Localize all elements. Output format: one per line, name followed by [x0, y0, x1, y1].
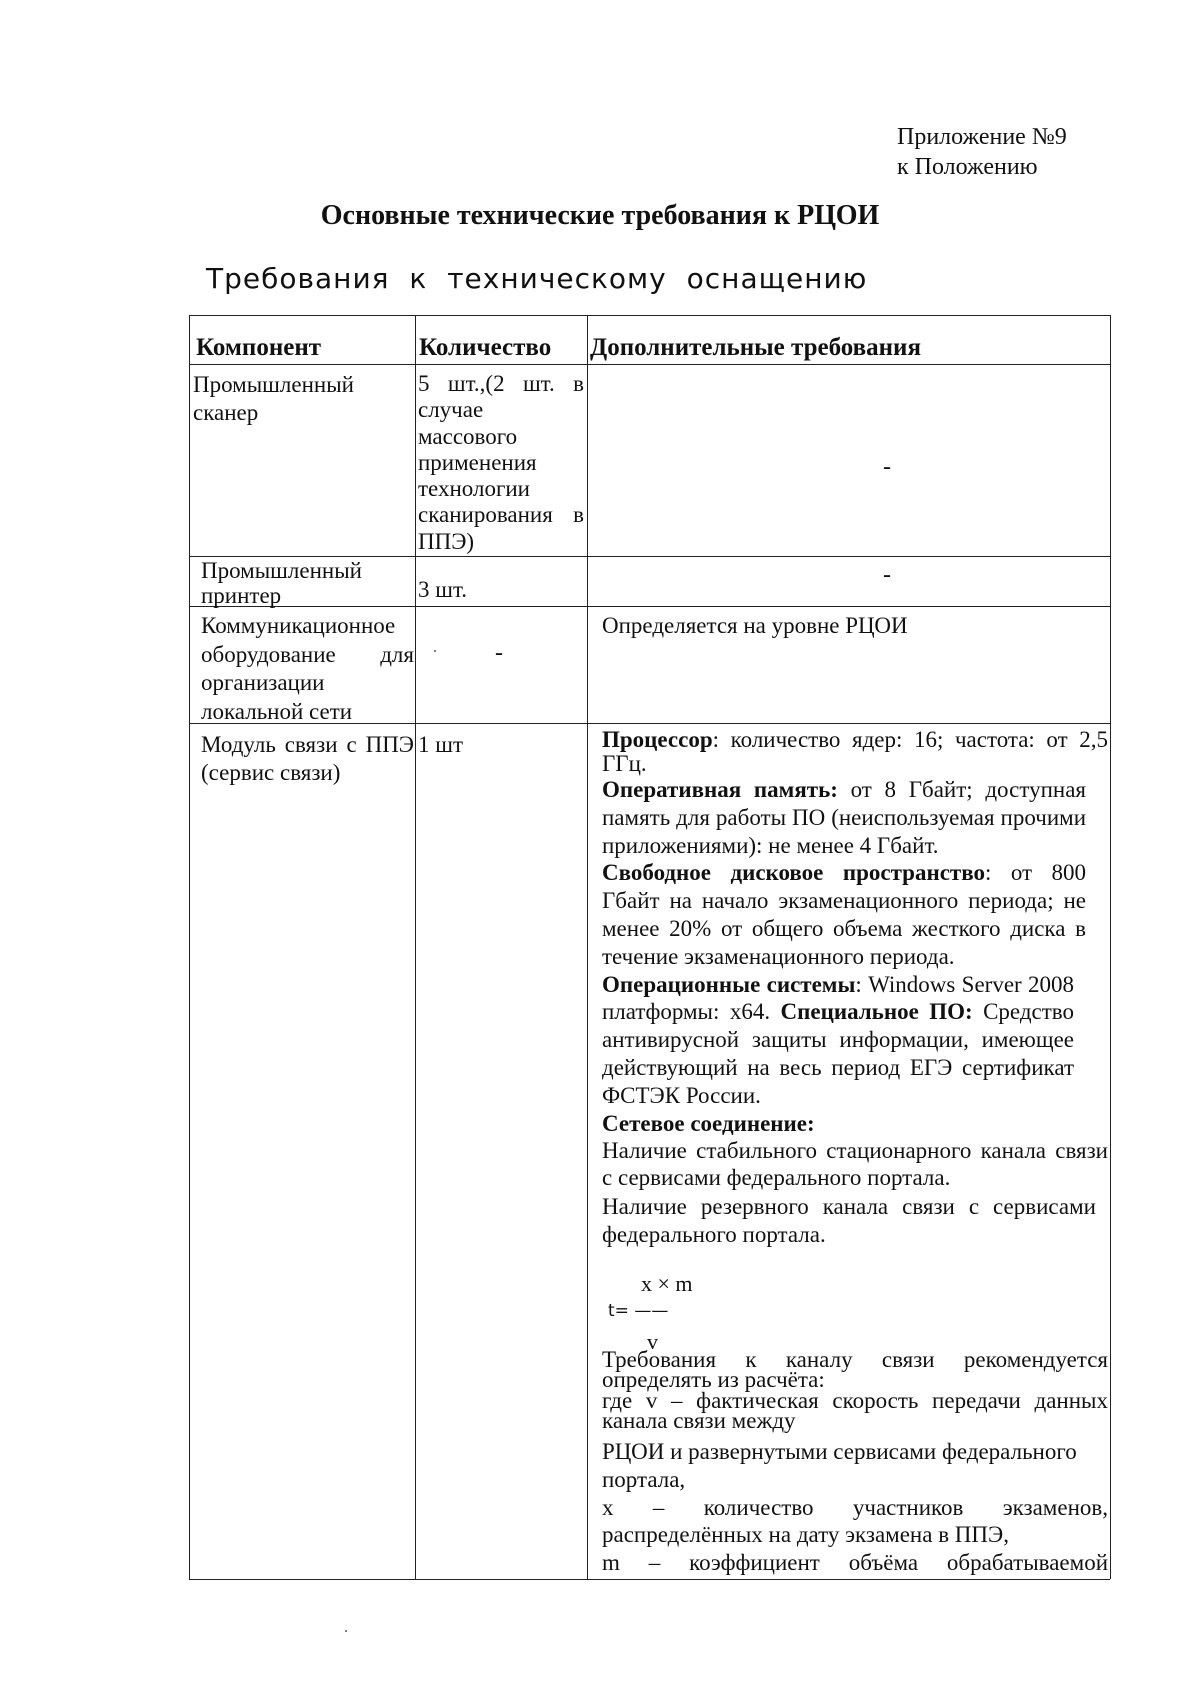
appendix-note — [897, 122, 1067, 182]
net-text-backup: Наличие резервного канала связи с сервисами федерального портала. — [602, 1194, 1096, 1247]
row1-requirements: - — [883, 454, 891, 480]
soft-label: Специальное ПО: — [780, 999, 973, 1025]
row4-requirements — [602, 728, 1108, 1249]
calc-text: Требования к каналу связи рекомендуется определять из расчёта: — [602, 1347, 1108, 1392]
row4-quantity: 1 шт — [418, 732, 464, 757]
scan-speck — [434, 650, 436, 652]
os-label: Операционные системы — [602, 971, 856, 997]
os-text: : Windows Server 2008 платформы: x64. — [602, 971, 1074, 1025]
appendix-reference: к Положению — [897, 154, 1038, 180]
formula-lhs: t= —— — [608, 1301, 669, 1321]
cpu-label: Процессор — [602, 727, 713, 752]
formula-denominator: v — [647, 1329, 658, 1354]
net-label: Сетевое соединение: — [602, 1110, 815, 1136]
row3-requirements: Определяется на уровне РЦОИ — [602, 613, 908, 638]
appendix-number: Приложение №9 — [897, 124, 1067, 150]
row3-component: Коммуникационное оборудование для организации локальной сети — [201, 613, 414, 724]
ram-text: от 8 Гбайт; доступная память для работы ПО (неиспользуемая прочими приложениями): не менее 4 Гбайт. — [602, 777, 1086, 858]
row4-component: Модуль связи с ППЭ (сервис связи) — [201, 732, 414, 785]
ram-label: Оперативная память: — [602, 777, 838, 802]
x-definition-continued: распределённых на дату экзамена в ППЭ, — [602, 1522, 1009, 1547]
where-text-continued: РЦОИ и развернутыми сервисами федерального портала, — [602, 1439, 1077, 1492]
row3-quantity: - — [495, 640, 503, 666]
header-quantity: Количество — [419, 334, 552, 361]
m-definition: m – коэффициент объёма обрабатываемой — [602, 1550, 1108, 1575]
soft-text: Средство антивирусной защиты информации, имеющее действующий на весь период ЕГЭ сертификат ФСТЭК России. — [602, 999, 1075, 1108]
where-text: где v – фактическая скорость передачи данных канала связи между — [602, 1388, 1108, 1433]
row1-quantity: 5 шт.,(2 шт. в случае массового применения технологии сканирования в ППЭ) — [418, 371, 584, 554]
disk-text: : от 800 Гбайт на начало экзаменационного периода; не менее 20% от общего объема жесткого диска в течение экзаменационного периода. — [602, 860, 1087, 969]
row2-quantity: 3 шт. — [418, 577, 468, 602]
disk-label: Свободное дисковое пространство — [602, 860, 985, 886]
document-title: Основные технические требования к РЦОИ — [320, 200, 880, 231]
row2-requirements: - — [883, 562, 891, 588]
header-component: Компонент — [196, 334, 322, 361]
scan-speck — [345, 1630, 347, 1632]
formula-numerator: x × m — [641, 1271, 693, 1296]
net-text-primary: Наличие стабильного стационарного канала связи с сервисами федерального портала. — [602, 1137, 1108, 1191]
row2-component: Промышленный принтер — [201, 558, 362, 608]
row1-component: Промышленный сканер — [193, 372, 354, 425]
cpu-text: : количество ядер: 16; частота: от 2,5 ГГц. — [602, 727, 1108, 776]
section-subtitle: Требования к техническому оснащению — [206, 262, 868, 295]
header-requirements: Дополнительные требования — [590, 334, 921, 361]
x-definition: x – количество участников экзаменов, — [602, 1495, 1108, 1520]
